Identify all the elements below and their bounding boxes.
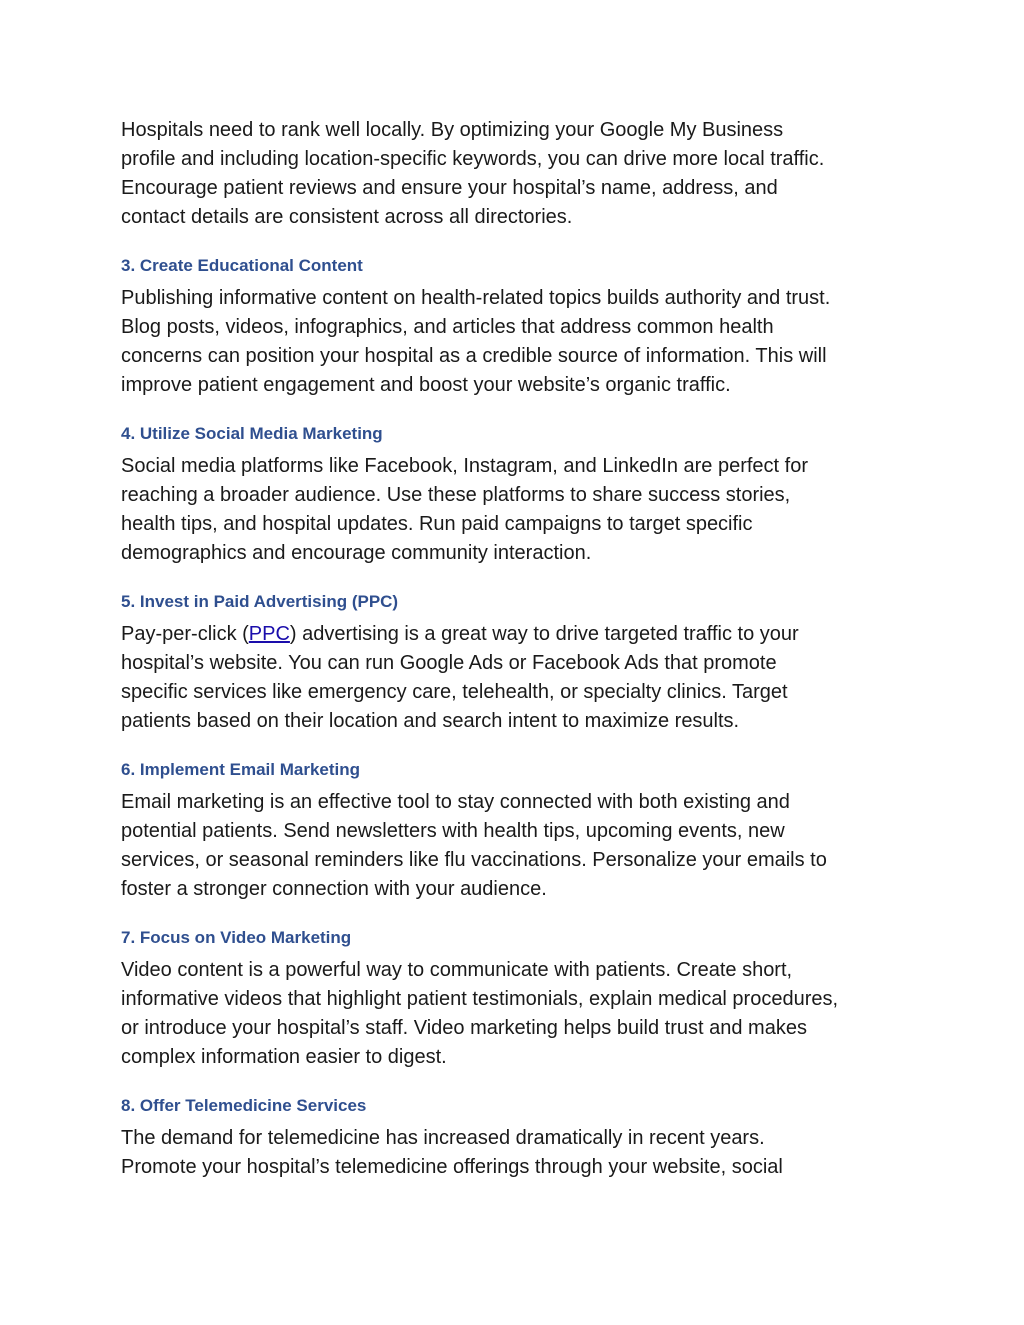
text-line: potential patients. Send newsletters with health tips, upcoming events, new <box>121 820 785 842</box>
text-line: specific services like emergency care, telehealth, or specialty clinics. Target <box>121 681 788 703</box>
ppc-link[interactable]: PPC <box>248 623 290 645</box>
text-line: health tips, and hospital updates. Run paid campaigns to target specific <box>121 513 753 535</box>
section-heading-telemedicine: 8. Offer Telemedicine Services <box>121 1096 367 1115</box>
text-line: profile and including location-specific keywords, you can drive more local traffic. <box>121 148 825 170</box>
text-line: Promote your hospital’s telemedicine offerings through your website, social <box>121 1156 783 1178</box>
text-line: demographics and encourage community interaction. <box>121 542 592 564</box>
section-paragraph-video-marketing <box>121 956 911 1072</box>
section-heading-educational-content: 3. Create Educational Content <box>121 256 363 275</box>
section-paragraph-telemedicine <box>121 1124 911 1182</box>
text-line: services, or seasonal reminders like flu vaccinations. Personalize your emails to <box>121 849 827 871</box>
text-line: Hospitals need to rank well locally. By optimizing your Google My Business <box>121 119 784 141</box>
text-line: Blog posts, videos, infographics, and articles that address common health <box>121 316 774 338</box>
text-line: The demand for telemedicine has increased dramatically in recent years. <box>121 1127 765 1149</box>
text-line: concerns can position your hospital as a credible source of information. This will <box>121 345 827 367</box>
text-line: Encourage patient reviews and ensure your hospital’s name, address, and <box>121 177 778 199</box>
intro-paragraph <box>121 116 911 232</box>
text-line: Video content is a powerful way to communicate with patients. Create short, <box>121 959 793 981</box>
text-line: foster a stronger connection with your audience. <box>121 878 547 900</box>
text-line: Publishing informative content on health-related topics builds authority and trust. <box>121 287 831 309</box>
section-heading-social-media: 4. Utilize Social Media Marketing <box>121 424 383 443</box>
text-line: Email marketing is an effective tool to stay connected with both existing and <box>121 791 790 813</box>
text-line <box>121 620 911 649</box>
section-paragraph-email-marketing <box>121 788 911 904</box>
section-heading-paid-advertising: 5. Invest in Paid Advertising (PPC) <box>121 592 399 611</box>
section-paragraph-social-media <box>121 452 911 568</box>
text-line: informative videos that highlight patient testimonials, explain medical procedures, <box>121 988 839 1010</box>
text-line: complex information easier to digest. <box>121 1046 447 1068</box>
text-line: reaching a broader audience. Use these platforms to share success stories, <box>121 484 791 506</box>
text-line: improve patient engagement and boost your website’s organic traffic. <box>121 374 731 396</box>
text-line: Social media platforms like Facebook, Instagram, and LinkedIn are perfect for <box>121 455 809 477</box>
document-page <box>121 116 911 1182</box>
text-fragment: Pay-per-click ( <box>121 623 249 645</box>
section-paragraph-paid-advertising <box>121 620 911 736</box>
section-heading-email-marketing: 6. Implement Email Marketing <box>121 760 361 779</box>
text-line: hospital’s website. You can run Google Ads or Facebook Ads that promote <box>121 652 777 674</box>
text-line: patients based on their location and search intent to maximize results. <box>121 710 740 732</box>
text-fragment: ) advertising is a great way to drive targeted traffic to your <box>289 623 799 645</box>
text-line: contact details are consistent across all directories. <box>121 206 573 228</box>
section-heading-video-marketing: 7. Focus on Video Marketing <box>121 928 352 947</box>
section-paragraph-educational-content <box>121 284 911 400</box>
text-line: or introduce your hospital’s staff. Video marketing helps build trust and makes <box>121 1017 807 1039</box>
